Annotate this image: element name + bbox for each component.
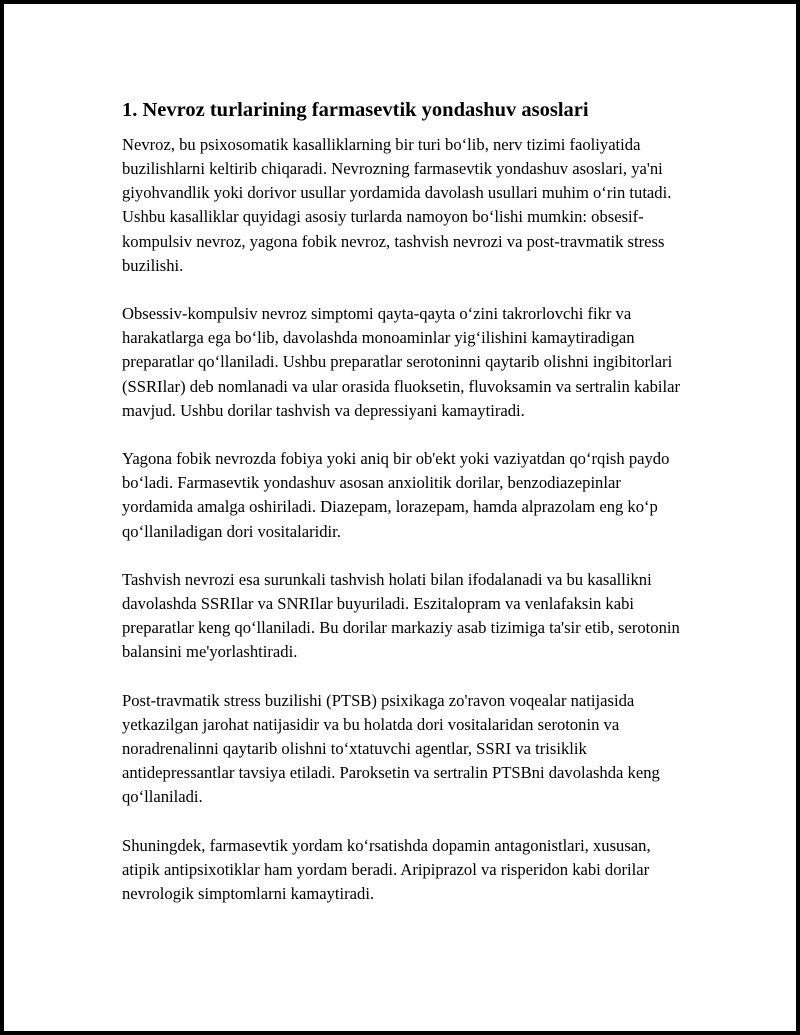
paragraph-phobic: Yagona fobik nevrozda fobiya yoki aniq bir ob'ekt yoki vaziyatdan qo‘rqish paydo bo‘ladi. Farmasevtik yondashuv asosan anxiolitik dorilar, benzodiazepinlar yordamida amalga oshiriladi. Diazepam, lorazepam, hamda alprazolam eng ko‘p qo‘llaniladigan dori vositalaridir.: [122, 449, 670, 541]
paragraph-antipsychotics: Shuningdek, farmasevtik yordam ko‘rsatishda dopamin antagonistlari, xususan, atipik antipsixotiklar ham yordam beradi. Aripiprazol va risperidon kabi dorilar nevrologik simptomlarni kamaytiradi.: [122, 835, 651, 903]
paragraph-ocd: Obsessiv-kompulsiv nevroz simptomi qayta-qayta o‘zini takrorlovchi fikr va harakatlarga ega bo‘lib, davolashda monoaminlar yig‘ilishini kamaytiradigan preparatlar qo‘llaniladi. Ushbu preparatlar serotoninni qaytarib olishni ingibitorlari (SSRIlar) deb nomlanadi va ular orasida fluoksetin, fluvoksamin va sertralin kabilar mavjud. Ushbu dorilar tashvish va depressiyani kamaytiradi.: [122, 304, 681, 420]
paragraph-ptsd: Post-travmatik stress buzilishi (PTSB) psixikaga zo'ravon voqealar natijasida yetkazilgan jarohat natijasidir va bu holatda dori vositalaridan serotonin va noradrenalinni qaytarib olishni to‘xtatuvchi agentlar, SSRI va trisiklik antidepressantlar tavsiya etiladi. Paroksetin va sertralin PTSBni davolashda keng qo‘llaniladi.: [122, 690, 660, 807]
paragraph-anxiety: Tashvish nevrozi esa surunkali tashvish holati bilan ifodalanadi va bu kasallikni davolashda SSRIlar va SNRIlar buyuriladi. Eszitalopram va venlafaksin kabi preparatlar keng qo‘llaniladi. Bu dorilar markaziy asab tizimiga ta'sir etib, serotonin balansini me'yorlashtiradi.: [122, 569, 680, 662]
section-heading: 1. Nevroz turlarining farmasevtik yondashuv asoslari: [122, 99, 589, 121]
paragraph-intro: Nevroz, bu psixosomatik kasalliklarning bir turi bo‘lib, nerv tizimi faoliyatida buzilishlarni keltirib chiqaradi. Nevrozning farmasevtik yondashuv asoslari, ya'ni giyohvandlik yoki dorivor usullar yordamida davolash usullari muhim o‘rin tutadi. Ushbu kasalliklar quyidagi asosiy turlarda namoyon bo‘lishi mumkin: obsesif-kompulsiv nevroz, yagona fobik nevroz, tashvish nevrozi va post-travmatik stress buzilishi.: [122, 135, 672, 275]
document-body: [122, 96, 692, 930]
